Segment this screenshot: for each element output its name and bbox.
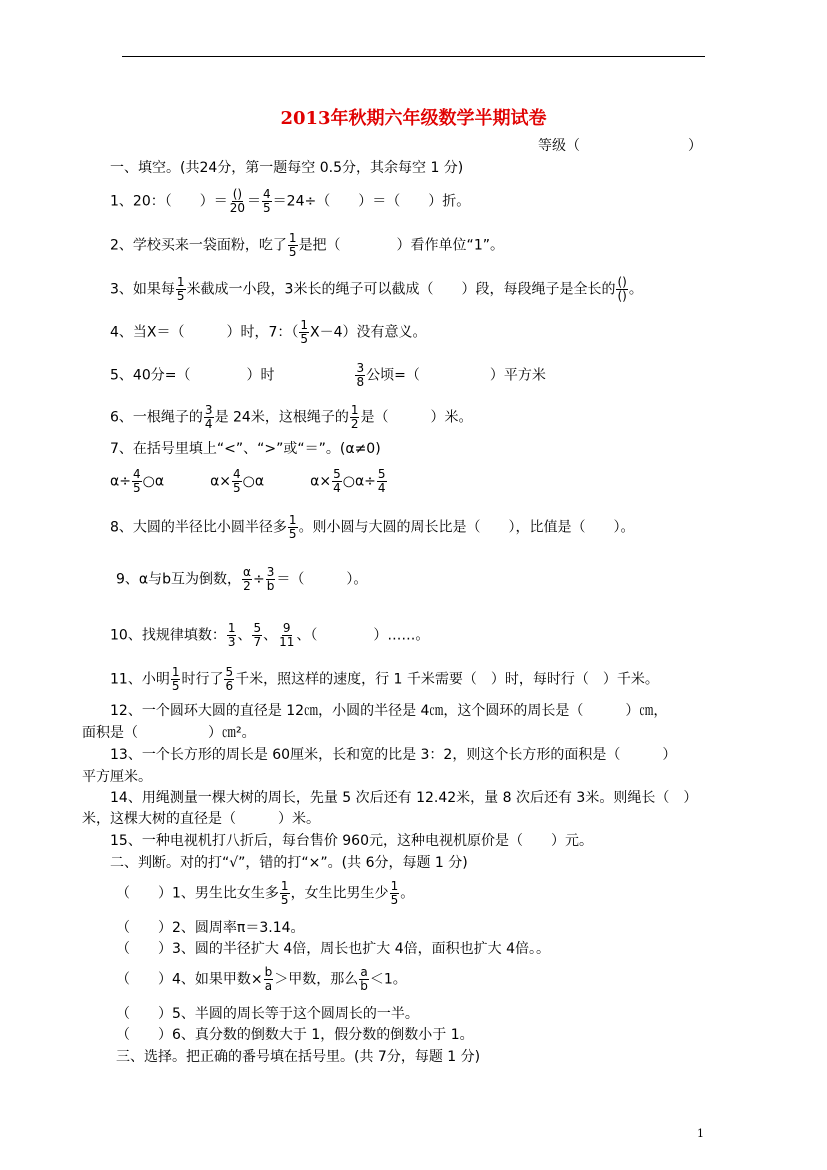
question-2: 2、学校买来一袋面粉，吃了 $\frac{1}{5}$ 是把（ ）看作单位“1”。 [110, 231, 504, 259]
fraction: $\frac{5}{7}$ [253, 621, 262, 649]
judge-4: （ ）4、如果甲数× $\frac{b}{a}$ ＞甲数，那么 $\frac{a}{b}$ ＜1。 [116, 965, 407, 993]
question-12-cont: 面积是（ ）㎝²。 [82, 725, 256, 741]
section-2-heading: 二、判断。对的打“√”，错的打“×”。(共 6分，每题 1 分) [110, 855, 468, 871]
section-1-heading: 一、填空。(共24分，第一题每空 0.5分，其余每空 1 分) [110, 160, 464, 176]
grade-label: 等级（ [538, 138, 580, 154]
question-3: 3、如果每 $\frac{1}{5}$ 米截成一小段，3米长的绳子可以截成（ ）段，每段绳子是全长的 $\frac{()}{()}$ 。 [110, 275, 643, 303]
question-12: 12、一个圆环大圆的直径是 12㎝，小圆的半径是 4㎝，这个圆环的周长是（ ）㎝， [110, 703, 668, 719]
fraction: $\frac{1}{2}$ [350, 403, 359, 431]
fraction: $\frac{1}{5}$ [390, 879, 399, 907]
judge-1: （ ）1、男生比女生多 $\frac{1}{5}$ ，女生比男生少 $\frac{1}{5}$ 。 [116, 879, 415, 907]
fraction: $\frac{1}{5}$ [176, 275, 185, 303]
fraction: $\frac{b}{a}$ [264, 965, 273, 993]
question-15: 15、一种电视机打八折后，每台售价 960元，这种电视机原价是（ ）元。 [110, 833, 593, 849]
fraction: $\frac{9}{11}$ [279, 621, 295, 649]
fraction: $\frac{1}{5}$ [288, 513, 297, 541]
section-3-heading: 三、选择。把正确的番号填在括号里。(共 7分，每题 1 分) [116, 1049, 481, 1065]
fraction: $\frac{1}{5}$ [288, 231, 297, 259]
fraction: $\frac{4}{5}$ [132, 467, 141, 495]
fraction: $\frac{\alpha}{2}$ [243, 565, 251, 593]
question-1: 1、20：（ ）＝ $\frac{()}{20}$ ＝ $\frac{4}{5}$ ＝24÷（ ）＝（ ）折。 [110, 187, 471, 215]
fraction: $\frac{3}{b}$ [266, 565, 275, 593]
fraction: $\frac{1}{5}$ [171, 665, 180, 693]
fraction: $\frac{4}{5}$ [263, 187, 271, 215]
judge-6: （ ）6、真分数的倒数大于 1，假分数的倒数小于 1。 [116, 1027, 474, 1043]
fraction: $\frac{1}{5}$ [300, 318, 309, 346]
question-13: 13、一个长方形的周长是 60厘米，长和宽的比是 3：2，则这个长方形的面积是（ ） [110, 747, 677, 763]
page-title: 2013年秋期六年级数学半期试卷 [280, 108, 547, 129]
fraction: $\frac{a}{b}$ [360, 965, 368, 993]
page-number: 1 [697, 1127, 704, 1140]
judge-5: （ ）5、半圆的周长等于这个圆周长的一半。 [116, 1006, 419, 1022]
question-4: 4、当Χ＝（ ）时，7：（ $\frac{1}{5}$ Χ－4）没有意义。 [110, 318, 427, 346]
judge-2: （ ）2、圆周率π＝3.14。 [116, 920, 305, 936]
fraction: $\frac{4}{5}$ [233, 467, 241, 495]
fraction: $\frac{5}{6}$ [225, 665, 234, 693]
fraction: $\frac{3}{4}$ [204, 403, 213, 431]
grade-close: ） [688, 138, 702, 154]
question-13-cont: 平方厘米。 [82, 769, 152, 785]
question-10: 10、找规律填数： $\frac{1}{3}$ 、 $\frac{5}{7}$ 、 $\frac{9}{11}$ 、（ ）……。 [110, 621, 430, 649]
fraction: $\frac{5}{4}$ [333, 467, 341, 495]
fraction: $\frac{3}{8}$ [356, 361, 365, 389]
question-7: 7、在括号里填上“<”、“>”或“＝”。(α≠0) [110, 441, 381, 457]
fraction: $\frac{()}{()}$ [617, 275, 627, 303]
judge-3: （ ）3、圆的半径扩大 4倍，周长也扩大 4倍，面积也扩大 4倍。。 [116, 941, 550, 957]
question-14-cont: 米，这棵大树的直径是（ ）米。 [82, 811, 320, 827]
header-rule [122, 56, 705, 57]
fraction: $\frac{5}{4}$ [377, 467, 386, 495]
question-9: 9、α与b互为倒数， $\frac{\alpha}{2}$ ÷ $\frac{3}{b}$ ＝（ ）。 [116, 565, 368, 593]
question-8: 8、大圆的半径比小圆半径多 $\frac{1}{5}$ 。则小圆与大圆的周长比是（ ），比值是（ ）。 [110, 513, 635, 541]
question-6: 6、一根绳子的 $\frac{3}{4}$ 是 24米，这根绳子的 $\frac{1}{2}$ 是（ ）米。 [110, 403, 473, 431]
question-14: 14、用绳测量一棵大树的周长，先量 5 次后还有 12.42米，量 8 次后还有 3米。则绳长（ ） [110, 790, 698, 806]
fraction: $\frac{1}{5}$ [280, 879, 289, 907]
question-11: 11、小明 $\frac{1}{5}$ 时行了 $\frac{5}{6}$ 千米，照这样的速度，行 1 千米需要（ ）时，每时行（ ）千米。 [110, 665, 659, 693]
fraction: $\frac{1}{3}$ [227, 621, 236, 649]
question-7-items: α÷ $\frac{4}{5}$ ○α α× $\frac{4}{5}$ ○α α× $\frac{5}{4}$ ○α÷ $\frac{5}{4}$ [110, 467, 386, 495]
fraction: $\frac{()}{20}$ [229, 187, 246, 215]
question-5: 5、40分=（ ）时 $\frac{3}{8}$ 公顷=（ ）平方米 [110, 361, 546, 389]
